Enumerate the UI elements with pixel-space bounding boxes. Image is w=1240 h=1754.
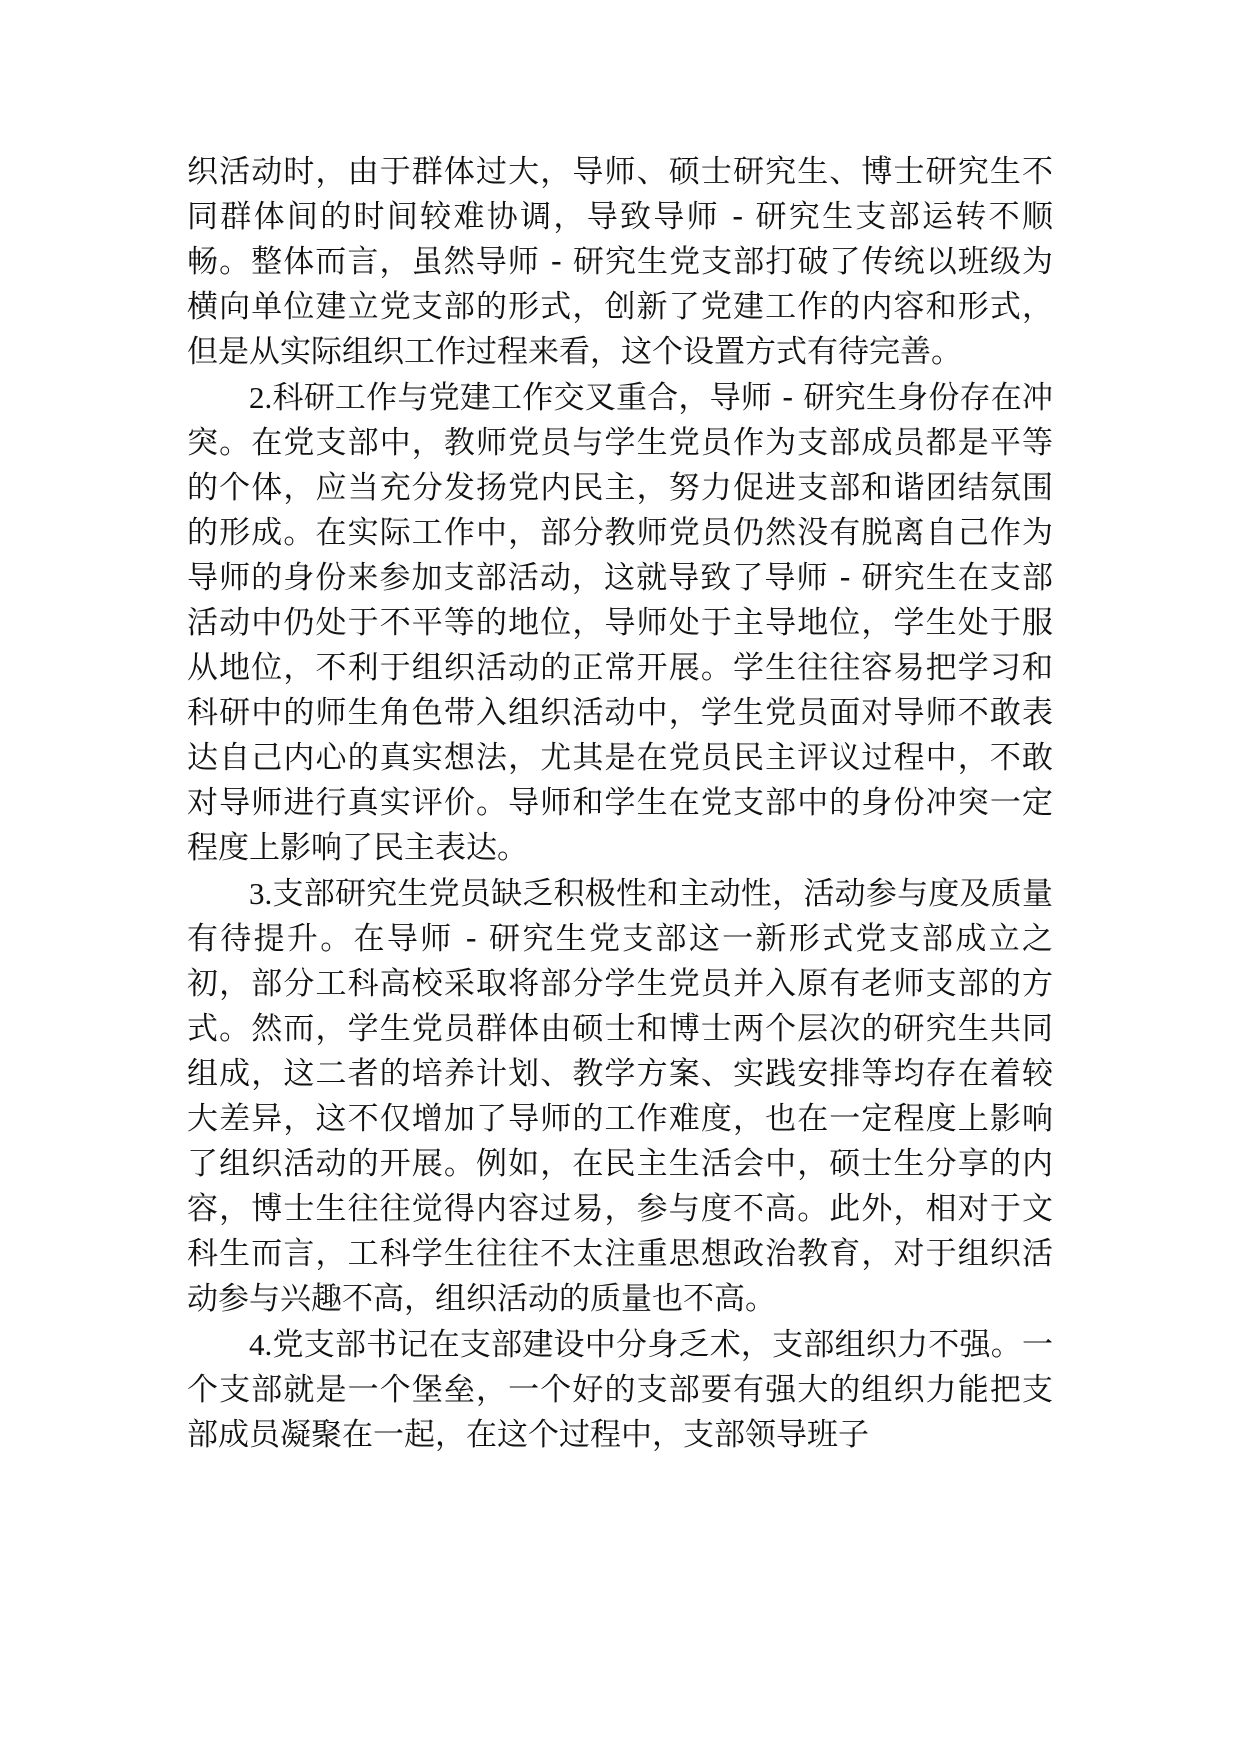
paragraph-2 <box>187 375 1053 871</box>
paragraph-number: 2. <box>249 380 273 415</box>
paragraph-4 <box>187 1322 1053 1458</box>
paragraph-text: 支部研究生党员缺乏积极性和主动性，活动参与度及质量有待提升。在导师 - 研究生党支部这一新形式党支部成立之初，部分工科高校采取将部分学生党员并入原有老师支部的方式。然而，学生党员群体由硕士和博士两个层次的研究生共同组成，这二者的培养计划、教学方案、实践安排等均存在着较大差异，这不仅增加了导师的工作难度，也在一定程度上影响了组织活动的开展。例如，在民主生活会中，硕士生分享的内容，博士生往往觉得内容过易，参与度不高。此外，相对于文科生而言，工科学生往往不太注重思想政治教育，对于组织活动参与兴趣不高，组织活动的质量也不高。 <box>187 876 1053 1317</box>
body-text <box>187 150 1053 1458</box>
paragraph-text: 科研工作与党建工作交叉重合，导师 - 研究生身份存在冲突。在党支部中，教师党员与学生党员作为支部成员都是平等的个体，应当充分发扬党内民主，努力促进支部和谐团结氛围的形成。在实际工作中，部分教师党员仍然没有脱离自己作为导师的身份来参加支部活动，这就导致了导师 - 研究生在支部活动中仍处于不平等的地位，导师处于主导地位，学生处于服从地位，不利于组织活动的正常开展。学生往往容易把学习和科研中的师生角色带入组织活动中，学生党员面对导师不敢表达自己内心的真实想法，尤其是在党员民主评议过程中，不敢对导师进行真实评价。导师和学生在党支部中的身份冲突一定程度上影响了民主表达。 <box>187 380 1053 866</box>
paragraph-3 <box>187 871 1053 1322</box>
paragraph-text: 党支部书记在支部建设中分身乏术，支部组织力不强。一个支部就是一个堡垒，一个好的支部要有强大的组织力能把支部成员凝聚在一起，在这个过程中，支部领导班子 <box>187 1327 1053 1453</box>
paragraph-number: 4. <box>249 1327 273 1362</box>
paragraph-continued <box>187 150 1053 375</box>
paragraph-text: 织活动时，由于群体过大，导师、硕士研究生、博士研究生不同群体间的时间较难协调，导致导师 - 研究生支部运转不顺畅。整体而言，虽然导师 - 研究生党支部打破了传统以班级为横向单位建立党支部的形式，创新了党建工作的内容和形式，但是从实际组织工作过程来看，这个设置方式有待完善。 <box>187 154 1053 370</box>
paragraph-number: 3. <box>249 876 273 911</box>
